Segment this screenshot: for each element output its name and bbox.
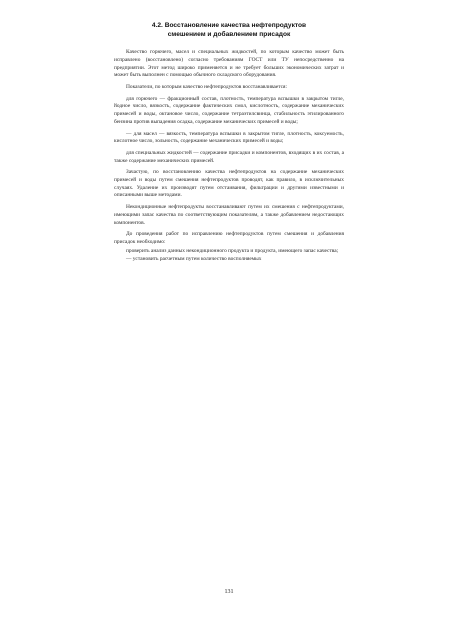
paragraph: проверить анализ данных некондиционного продукта и продукта, имеющего запас качества; [126, 247, 339, 254]
paragraph: — установить расчетным путем количество восполняемых [126, 256, 262, 263]
section-heading [114, 22, 344, 39]
section-heading-line-1: 4.2. Восстановление качества нефтепродуктов [151, 22, 307, 29]
paragraph: Показатели, по которым качество нефтепродуктов восстанавливается: [126, 84, 288, 90]
paragraph: — для масел — вязкость, температура вспышки в закрытом тигле, плотность, коксуемость, кислотное число, зольность, содержание механических примесей и воды; [114, 130, 344, 145]
paragraph: для горючего — фракционный состав, плотность, температура вспышки в закрытом тигле, йодное число, вязкость, содержание фактических смол, кислотность, содержание механических примесей и воды, октановое число, содержание тетраэтилсвинца, стабильность этилированного бензина против выпадения осадка, содержание механических примесей и воды; [114, 95, 344, 125]
page-number: 131 [224, 589, 234, 595]
paragraph: Качество горючего, масел и специальных жидкостей, по которым качество может быть исправлено (восстановлено) согласно требованиям ГОСТ или ТУ непосредственно на предприятии. Этот метод широко применяется и не требует больших экономических затрат и может быть выполнен с помощью обычного складского оборудования. [114, 49, 344, 79]
document-page [114, 22, 344, 595]
paragraph: Некондиционные нефтепродукты восстанавливают путем их смешения с нефтепродуктами, имеющими запас качества по соответствующим показателям, а также добавлением недостающих компонентов. [114, 204, 344, 226]
paragraph: До проведения работ по исправлению нефтепродуктов путем смешения и добавления присадок необходимо: [114, 231, 344, 245]
section-heading-line-2: смешением и добавлением присадок [167, 30, 291, 38]
paragraph: Зачастую, по восстановлению качества нефтепродуктов на содержание механических примесей и воды путем смешения нефтепродуктов проводят, как правило, в исключительных случаях. Удаление их производят путем отстаивания, фильтрации и другими известными и описанными выше методами. [114, 169, 344, 199]
paragraph: для специальных жидкостей — содержание присадки и компонентов, входящих в их состав, а также содержание механических примесей. [114, 149, 344, 164]
